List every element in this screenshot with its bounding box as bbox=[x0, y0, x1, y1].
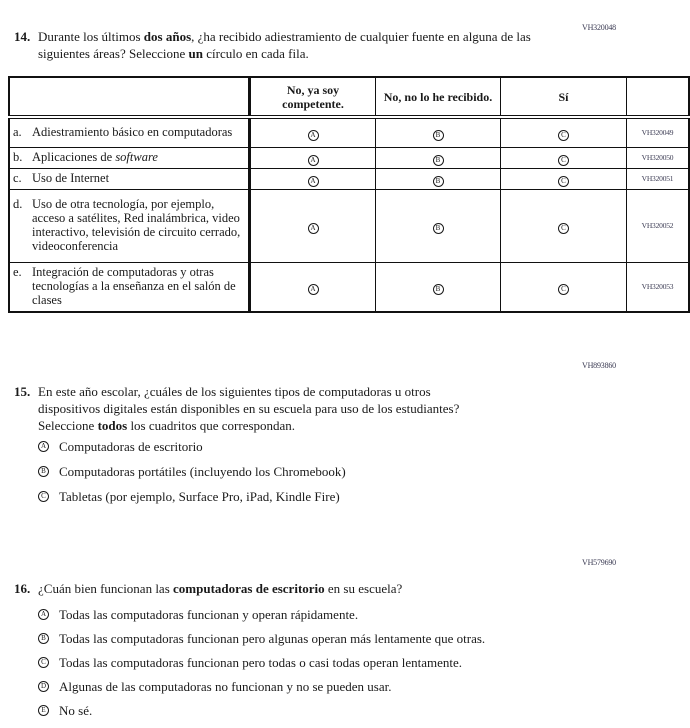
option-circle-a[interactable]: A bbox=[38, 609, 49, 620]
question-14 bbox=[14, 28, 543, 62]
option-circle-a[interactable]: A bbox=[308, 284, 319, 295]
row-label: Uso de Internet bbox=[32, 171, 110, 185]
q16-accession-code: VH579690 bbox=[582, 558, 616, 567]
training-matrix-table bbox=[8, 76, 690, 313]
q15-accession-code: VH893860 bbox=[582, 361, 616, 370]
q16-option-b[interactable] bbox=[38, 632, 485, 646]
option-circle-c[interactable]: C bbox=[38, 491, 49, 502]
table-header-si: Sí bbox=[501, 77, 627, 117]
option-circle-e[interactable]: E bbox=[38, 705, 49, 716]
option-circle-b[interactable]: B bbox=[433, 223, 444, 234]
q14-accession-code: VH320048 bbox=[582, 23, 616, 32]
row-prefix: b. bbox=[13, 150, 23, 164]
question-16-text: ¿Cuán bien funcionan las computadoras de escritorio en su escuela? bbox=[38, 581, 403, 596]
table-row-d bbox=[9, 189, 689, 262]
option-circle-c[interactable]: C bbox=[558, 130, 569, 141]
q15-option-c[interactable] bbox=[38, 490, 346, 504]
option-circle-b[interactable]: B bbox=[433, 284, 444, 295]
question-16-options bbox=[38, 608, 485, 728]
option-circle-a[interactable]: A bbox=[308, 176, 319, 187]
option-circle-b[interactable]: B bbox=[38, 466, 49, 477]
option-circle-a[interactable]: A bbox=[308, 155, 319, 166]
row-label: Integración de computadoras y otras tecnologías a la enseñanza en el salón de clases bbox=[32, 265, 236, 308]
table-header-no-competente: No, ya soy competente. bbox=[250, 77, 376, 117]
row-label: Aplicaciones de software bbox=[32, 150, 158, 164]
option-label: Computadoras portátiles (incluyendo los Chromebook) bbox=[59, 464, 346, 479]
option-label: No sé. bbox=[59, 703, 93, 718]
question-16-number: 16. bbox=[14, 581, 31, 596]
table-row-b bbox=[9, 147, 689, 168]
table-header-code-blank bbox=[627, 77, 690, 117]
question-15-number: 15. bbox=[14, 384, 31, 399]
question-15-options bbox=[38, 440, 346, 515]
option-label: Todas las computadoras funcionan pero algunas operan más lentamente que otras. bbox=[59, 631, 486, 646]
option-circle-b[interactable]: B bbox=[433, 130, 444, 141]
row-code: VH320049 bbox=[627, 117, 690, 147]
q16-option-c[interactable] bbox=[38, 656, 485, 670]
option-label: Algunas de las computadoras no funcionan y no se pueden usar. bbox=[59, 679, 392, 694]
table-header-row bbox=[9, 77, 689, 117]
table-header-blank bbox=[9, 77, 250, 117]
question-14-text: Durante los últimos dos años, ¿ha recibido adiestramiento de cualquier fuente en alguna de las siguientes áreas? Seleccione un círculo en cada fila. bbox=[38, 29, 531, 61]
option-label: Tabletas (por ejemplo, Surface Pro, iPad, Kindle Fire) bbox=[59, 489, 340, 504]
option-circle-b[interactable]: B bbox=[433, 155, 444, 166]
q16-option-e[interactable] bbox=[38, 704, 485, 718]
row-prefix: d. bbox=[13, 197, 23, 211]
option-label: Todas las computadoras funcionan pero todas o casi todas operan lentamente. bbox=[59, 655, 463, 670]
option-circle-b[interactable]: B bbox=[433, 176, 444, 187]
option-circle-c[interactable]: C bbox=[558, 155, 569, 166]
option-label: Computadoras de escritorio bbox=[59, 439, 203, 454]
option-circle-c[interactable]: C bbox=[558, 223, 569, 234]
option-circle-a[interactable]: A bbox=[38, 441, 49, 452]
option-label: Todas las computadoras funcionan y operan rápidamente. bbox=[59, 607, 359, 622]
question-16 bbox=[14, 580, 578, 597]
q15-option-a[interactable] bbox=[38, 440, 346, 454]
row-code: VH320051 bbox=[627, 168, 690, 189]
option-circle-c[interactable]: C bbox=[38, 657, 49, 668]
question-15-text: En este año escolar, ¿cuáles de los siguientes tipos de computadoras u otros dispositivos digitales están disponibles en su escuela para uso de los estudiantes? Seleccione todos los cuadritos que correspondan. bbox=[38, 384, 460, 433]
option-circle-a[interactable]: A bbox=[308, 130, 319, 141]
row-prefix: c. bbox=[13, 171, 22, 185]
row-code: VH320052 bbox=[627, 189, 690, 262]
option-circle-a[interactable]: A bbox=[308, 223, 319, 234]
table-row-e bbox=[9, 262, 689, 312]
row-label: Uso de otra tecnología, por ejemplo, acceso a satélites, Red inalámbrica, video interactivo, televisión de circuito cerrado, videoconferencia bbox=[32, 197, 241, 253]
question-15 bbox=[14, 383, 490, 434]
table-row-a bbox=[9, 117, 689, 147]
row-prefix: e. bbox=[13, 265, 22, 280]
option-circle-c[interactable]: C bbox=[558, 284, 569, 295]
row-code: VH320050 bbox=[627, 147, 690, 168]
row-code: VH320053 bbox=[627, 262, 690, 312]
option-circle-b[interactable]: B bbox=[38, 633, 49, 644]
table-header-no-recibido: No, no lo he recibido. bbox=[376, 77, 501, 117]
row-prefix: a. bbox=[13, 125, 22, 140]
option-circle-c[interactable]: C bbox=[558, 176, 569, 187]
q15-option-b[interactable] bbox=[38, 465, 346, 479]
option-circle-d[interactable]: D bbox=[38, 681, 49, 692]
table-row-c bbox=[9, 168, 689, 189]
question-14-number: 14. bbox=[14, 29, 31, 44]
row-label: Adiestramiento básico en computadoras bbox=[32, 125, 233, 140]
q16-option-d[interactable] bbox=[38, 680, 485, 694]
q16-option-a[interactable] bbox=[38, 608, 485, 622]
